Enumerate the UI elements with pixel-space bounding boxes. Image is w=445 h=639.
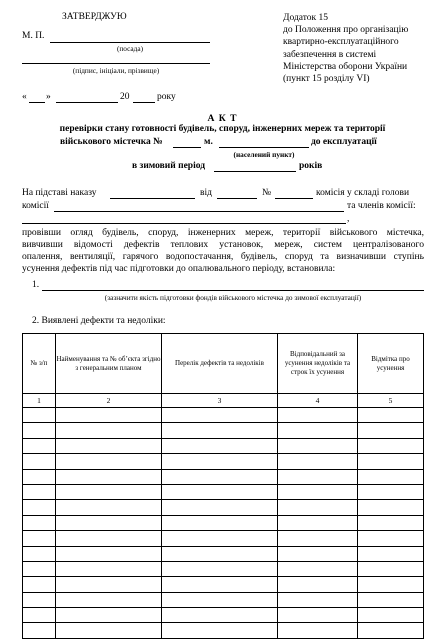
table-cell <box>162 592 278 607</box>
item1-line <box>42 290 424 291</box>
table-cell <box>278 515 358 530</box>
table-cell <box>23 577 56 592</box>
table-cell <box>56 454 162 469</box>
mp-label: М. П. <box>22 31 45 41</box>
table-cell <box>358 469 424 484</box>
order-line <box>110 198 195 199</box>
year-line <box>133 102 155 103</box>
table-row <box>23 484 424 499</box>
table-cell <box>278 577 358 592</box>
appendix-line-4: забезпечення в системі <box>283 49 377 60</box>
table-cell <box>278 454 358 469</box>
appendix-line-3: квартирно-експлуатаційного <box>283 37 399 48</box>
table-row <box>23 561 424 576</box>
table-cell <box>56 469 162 484</box>
table-cell <box>162 531 278 546</box>
header-responsible: Відповідальний за усунення недоліків та строк їх усунення <box>278 334 358 394</box>
table-cell <box>56 592 162 607</box>
table-cell <box>23 623 56 638</box>
column-number-5: 5 <box>358 394 424 408</box>
year-word: року <box>157 92 176 102</box>
table-cell <box>278 531 358 546</box>
settlement-caption: (населений пункт) <box>233 150 295 159</box>
table-cell <box>56 546 162 561</box>
table-row <box>23 454 424 469</box>
table-cell <box>278 561 358 576</box>
table-cell <box>278 408 358 423</box>
table-cell <box>358 592 424 607</box>
table-cell <box>23 408 56 423</box>
table-cell <box>162 623 278 638</box>
table-cell <box>23 515 56 530</box>
table-cell <box>56 623 162 638</box>
item2-heading: 2. Виявлені дефекти та недоліки: <box>32 316 166 326</box>
table-cell <box>162 469 278 484</box>
act-line-3-b: років <box>299 161 323 171</box>
table-cell <box>23 500 56 515</box>
body-p5: вивчивши відомості дефектів теплових установок, мереж, систем централізованого <box>22 239 424 250</box>
body-p6: опалення, вентиляції, гарячого водопостачання, будівель, споруд та визначивши ступінь <box>22 251 424 262</box>
table-cell <box>56 531 162 546</box>
table-cell <box>23 484 56 499</box>
table-row <box>23 531 424 546</box>
table-cell <box>162 546 278 561</box>
table-cell <box>358 484 424 499</box>
table-cell <box>162 608 278 623</box>
table-cell <box>162 577 278 592</box>
table-row <box>23 546 424 561</box>
table-cell <box>56 423 162 438</box>
table-cell <box>278 500 358 515</box>
camp-number-line <box>173 147 201 148</box>
body-p1-a: На підставі наказу <box>22 188 97 198</box>
table-cell <box>358 623 424 638</box>
table-row <box>23 469 424 484</box>
act-line-2-c: до експлуатації <box>311 137 377 147</box>
table-cell <box>23 608 56 623</box>
table-cell <box>162 484 278 499</box>
table-cell <box>23 531 56 546</box>
appendix-line-2: до Положення про організацію <box>283 25 409 36</box>
month-line <box>56 102 118 103</box>
signature-caption: (підпис, ініціали, прізвище) <box>72 66 160 75</box>
body-p4: провівши огляд будівель, споруд, інженерних мереж, території військового містечка, <box>22 227 424 238</box>
body-p3-end: , <box>347 214 350 224</box>
table-cell <box>23 454 56 469</box>
table-row <box>23 500 424 515</box>
table-cell <box>278 592 358 607</box>
date-open-quote: « <box>22 92 27 102</box>
table-cell <box>358 454 424 469</box>
table-cell <box>278 484 358 499</box>
column-number-1: 1 <box>23 394 56 408</box>
table-cell <box>56 408 162 423</box>
appendix-block <box>283 12 408 85</box>
body-p7: усунення дефектів під час підготовки до опалювального періоду, встановила: <box>22 264 336 274</box>
act-line-1: перевірки стану готовності будівель, споруд, інженерних мереж та території <box>59 124 386 134</box>
item1-caption: (зазначити якість підготовки фондів військового містечка до зимової експлуатації) <box>104 293 362 302</box>
body-p1-d: комісія у складі голови <box>316 188 410 198</box>
table-cell <box>56 438 162 453</box>
position-caption: (посада) <box>116 44 144 53</box>
table-row <box>23 408 424 423</box>
table-cell <box>23 592 56 607</box>
appendix-line-1: Додаток 15 <box>283 13 329 23</box>
table-cell <box>23 546 56 561</box>
table-cell <box>162 408 278 423</box>
date-close-quote: » <box>46 92 51 102</box>
header-defects-list: Перелік дефектів та недоліків <box>162 334 278 394</box>
table-row <box>23 515 424 530</box>
table-number-row <box>23 394 424 408</box>
appendix-line-5: Міністерства оборони України <box>283 61 408 72</box>
act-line-2-b: м. <box>204 137 213 147</box>
table-cell <box>358 531 424 546</box>
table-cell <box>56 577 162 592</box>
table-cell <box>56 515 162 530</box>
act-title: А К Т <box>207 113 238 124</box>
column-number-3: 3 <box>162 394 278 408</box>
table-row <box>23 623 424 638</box>
act-line-3-a: в зимовий період <box>132 161 206 171</box>
table-cell <box>162 454 278 469</box>
table-cell <box>56 561 162 576</box>
table-cell <box>358 408 424 423</box>
table-cell <box>23 438 56 453</box>
table-cell <box>358 500 424 515</box>
table-cell <box>358 608 424 623</box>
body-p1-b: від <box>200 188 212 198</box>
approval-title: ЗАТВЕРДЖУЮ <box>62 12 127 22</box>
table-row <box>23 592 424 607</box>
day-line <box>29 102 45 103</box>
body-p2-b: та членів комісії: <box>347 201 416 211</box>
year-prefix: 20 <box>120 92 130 102</box>
table-cell <box>278 623 358 638</box>
table-cell <box>162 515 278 530</box>
table-cell <box>162 561 278 576</box>
table-cell <box>358 577 424 592</box>
header-elimination-mark: Відмітка про усунення <box>358 334 424 394</box>
table-cell <box>162 438 278 453</box>
column-number-2: 2 <box>56 394 162 408</box>
period-line <box>214 171 296 172</box>
table-cell <box>162 423 278 438</box>
table-cell <box>358 561 424 576</box>
appendix-line-6: (пункт 15 розділу VI) <box>283 74 370 85</box>
order-date-line <box>217 198 257 199</box>
header-number: № з/п <box>23 334 56 394</box>
header-object-name: Найменування та № об’єкта згідно з генеральним планом <box>56 334 162 394</box>
table-cell <box>278 423 358 438</box>
settlement-line <box>219 147 309 148</box>
table-cell <box>358 423 424 438</box>
table-cell <box>162 500 278 515</box>
item1-number: 1. <box>32 280 40 290</box>
table-cell <box>23 469 56 484</box>
table-row <box>23 577 424 592</box>
table-cell <box>56 484 162 499</box>
body-p2-a: комісії <box>22 201 49 211</box>
column-number-4: 4 <box>278 394 358 408</box>
table-row <box>23 423 424 438</box>
table-cell <box>23 423 56 438</box>
table-cell <box>56 500 162 515</box>
table-cell <box>278 438 358 453</box>
table-cell <box>278 546 358 561</box>
act-line-2-a: військового містечка № <box>60 137 163 147</box>
table-cell <box>278 608 358 623</box>
table-body <box>23 408 424 639</box>
members-line <box>22 223 346 224</box>
table-cell <box>358 438 424 453</box>
signature-line <box>22 63 210 64</box>
defects-table <box>22 333 424 639</box>
table-header-row <box>23 334 424 394</box>
table-cell <box>56 608 162 623</box>
chairman-line <box>54 211 344 212</box>
order-number-line <box>275 198 313 199</box>
table-cell <box>23 561 56 576</box>
position-line <box>50 42 210 43</box>
table-cell <box>358 546 424 561</box>
table-cell <box>278 469 358 484</box>
body-p1-c: № <box>262 188 272 198</box>
table-row <box>23 438 424 453</box>
table-cell <box>358 515 424 530</box>
table-row <box>23 608 424 623</box>
